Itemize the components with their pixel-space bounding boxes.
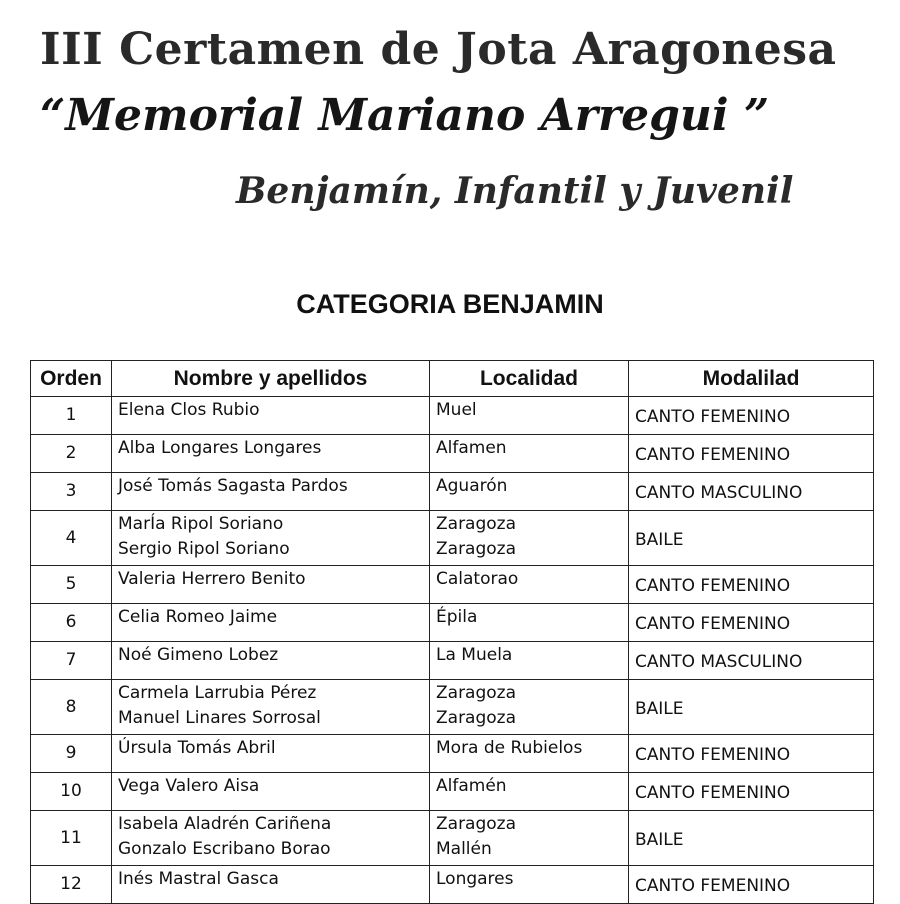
participant-localidad: Épila bbox=[436, 607, 478, 627]
participant-name: Alba Longares Longares bbox=[118, 438, 322, 458]
name-cell bbox=[112, 473, 430, 511]
modalidad-cell: CANTO FEMENINO bbox=[629, 435, 874, 473]
table-row bbox=[31, 566, 874, 604]
participant-localidad: Mallén bbox=[436, 839, 492, 859]
table-row bbox=[31, 866, 874, 904]
participant-localidad: La Muela bbox=[436, 645, 513, 665]
name-cell bbox=[112, 397, 430, 435]
localidad-cell bbox=[430, 866, 629, 904]
modalidad-cell: CANTO MASCULINO bbox=[629, 473, 874, 511]
name-cell bbox=[112, 642, 430, 680]
modalidad-cell: CANTO FEMENINO bbox=[629, 735, 874, 773]
participant-name: MarÍa Ripol Soriano bbox=[118, 514, 284, 534]
orden-cell: 3 bbox=[31, 473, 112, 511]
event-title: III Certamen de Jota Aragonesa bbox=[40, 24, 837, 75]
participant-name: Valeria Herrero Benito bbox=[118, 569, 306, 589]
name-cell bbox=[112, 604, 430, 642]
table-row bbox=[31, 680, 874, 735]
orden-cell: 8 bbox=[31, 680, 112, 735]
participant-localidad: Zaragoza bbox=[436, 814, 517, 834]
table-body bbox=[31, 397, 874, 904]
participant-localidad: Alfamén bbox=[436, 776, 507, 796]
table-row bbox=[31, 435, 874, 473]
header-orden: Orden bbox=[31, 361, 112, 397]
participant-name: Vega Valero Aisa bbox=[118, 776, 260, 796]
participant-name: Manuel Linares Sorrosal bbox=[118, 708, 321, 728]
modalidad-cell: BAILE bbox=[629, 811, 874, 866]
orden-cell: 2 bbox=[31, 435, 112, 473]
table-row bbox=[31, 397, 874, 435]
orden-cell: 6 bbox=[31, 604, 112, 642]
localidad-cell bbox=[430, 473, 629, 511]
name-cell bbox=[112, 680, 430, 735]
table-row bbox=[31, 811, 874, 866]
orden-cell: 4 bbox=[31, 511, 112, 566]
orden-cell: 10 bbox=[31, 773, 112, 811]
participant-name: Noé Gimeno Lobez bbox=[118, 645, 279, 665]
participant-localidad: Mora de Rubielos bbox=[436, 738, 583, 758]
orden-cell: 9 bbox=[31, 735, 112, 773]
modalidad-cell: CANTO FEMENINO bbox=[629, 773, 874, 811]
orden-cell: 1 bbox=[31, 397, 112, 435]
modalidad-cell: CANTO MASCULINO bbox=[629, 642, 874, 680]
header-modalidad: Modalilad bbox=[629, 361, 874, 397]
table-row bbox=[31, 773, 874, 811]
modalidad-cell: BAILE bbox=[629, 511, 874, 566]
header-nombre: Nombre y apellidos bbox=[112, 361, 430, 397]
modalidad-cell: CANTO FEMENINO bbox=[629, 397, 874, 435]
participant-name: Celia Romeo Jaime bbox=[118, 607, 278, 627]
localidad-cell bbox=[430, 735, 629, 773]
participant-name: Gonzalo Escribano Borao bbox=[118, 839, 331, 859]
participant-localidad: Zaragoza bbox=[436, 514, 517, 534]
localidad-cell bbox=[430, 397, 629, 435]
participant-localidad: Zaragoza bbox=[436, 708, 517, 728]
name-cell bbox=[112, 811, 430, 866]
localidad-cell bbox=[430, 642, 629, 680]
participant-localidad: Aguarón bbox=[436, 476, 508, 496]
localidad-cell bbox=[430, 511, 629, 566]
name-cell bbox=[112, 566, 430, 604]
localidad-cell bbox=[430, 566, 629, 604]
modalidad-cell: CANTO FEMENINO bbox=[629, 604, 874, 642]
participant-localidad: Calatorao bbox=[436, 569, 519, 589]
participant-localidad: Zaragoza bbox=[436, 539, 517, 559]
name-cell bbox=[112, 866, 430, 904]
name-cell bbox=[112, 435, 430, 473]
table-row bbox=[31, 642, 874, 680]
localidad-cell bbox=[430, 811, 629, 866]
table-header-row bbox=[31, 361, 874, 397]
table-row bbox=[31, 735, 874, 773]
orden-cell: 11 bbox=[31, 811, 112, 866]
category-title: CATEGORIA BENJAMIN bbox=[296, 289, 604, 319]
orden-cell: 5 bbox=[31, 566, 112, 604]
name-cell bbox=[112, 735, 430, 773]
participant-localidad: Zaragoza bbox=[436, 683, 517, 703]
event-subtitle: “Memorial Mariano Arregui ” bbox=[40, 90, 770, 141]
participant-localidad: Longares bbox=[436, 869, 514, 889]
participant-name: Inés Mastral Gasca bbox=[118, 869, 279, 889]
participant-localidad: Muel bbox=[436, 400, 477, 420]
table-row bbox=[31, 473, 874, 511]
table-row bbox=[31, 604, 874, 642]
modalidad-cell: CANTO FEMENINO bbox=[629, 566, 874, 604]
participant-name: Elena Clos Rubio bbox=[118, 400, 260, 420]
localidad-cell bbox=[430, 680, 629, 735]
event-categories-line: Benjamín, Infantil y Juvenil bbox=[236, 170, 794, 212]
participant-name: Carmela Larrubia Pérez bbox=[118, 683, 317, 703]
orden-cell: 7 bbox=[31, 642, 112, 680]
header-localidad: Localidad bbox=[430, 361, 629, 397]
orden-cell: 12 bbox=[31, 866, 112, 904]
name-cell bbox=[112, 773, 430, 811]
table-row bbox=[31, 511, 874, 566]
participant-name: José Tomás Sagasta Pardos bbox=[118, 476, 348, 496]
localidad-cell bbox=[430, 604, 629, 642]
localidad-cell bbox=[430, 435, 629, 473]
localidad-cell bbox=[430, 773, 629, 811]
modalidad-cell: BAILE bbox=[629, 680, 874, 735]
modalidad-cell: CANTO FEMENINO bbox=[629, 866, 874, 904]
participant-name: Sergio Ripol Soriano bbox=[118, 539, 290, 559]
participant-localidad: Alfamen bbox=[436, 438, 507, 458]
participant-name: Úrsula Tomás Abril bbox=[118, 738, 276, 758]
participants-table bbox=[30, 360, 874, 904]
name-cell bbox=[112, 511, 430, 566]
participant-name: Isabela Aladrén Cariñena bbox=[118, 814, 332, 834]
